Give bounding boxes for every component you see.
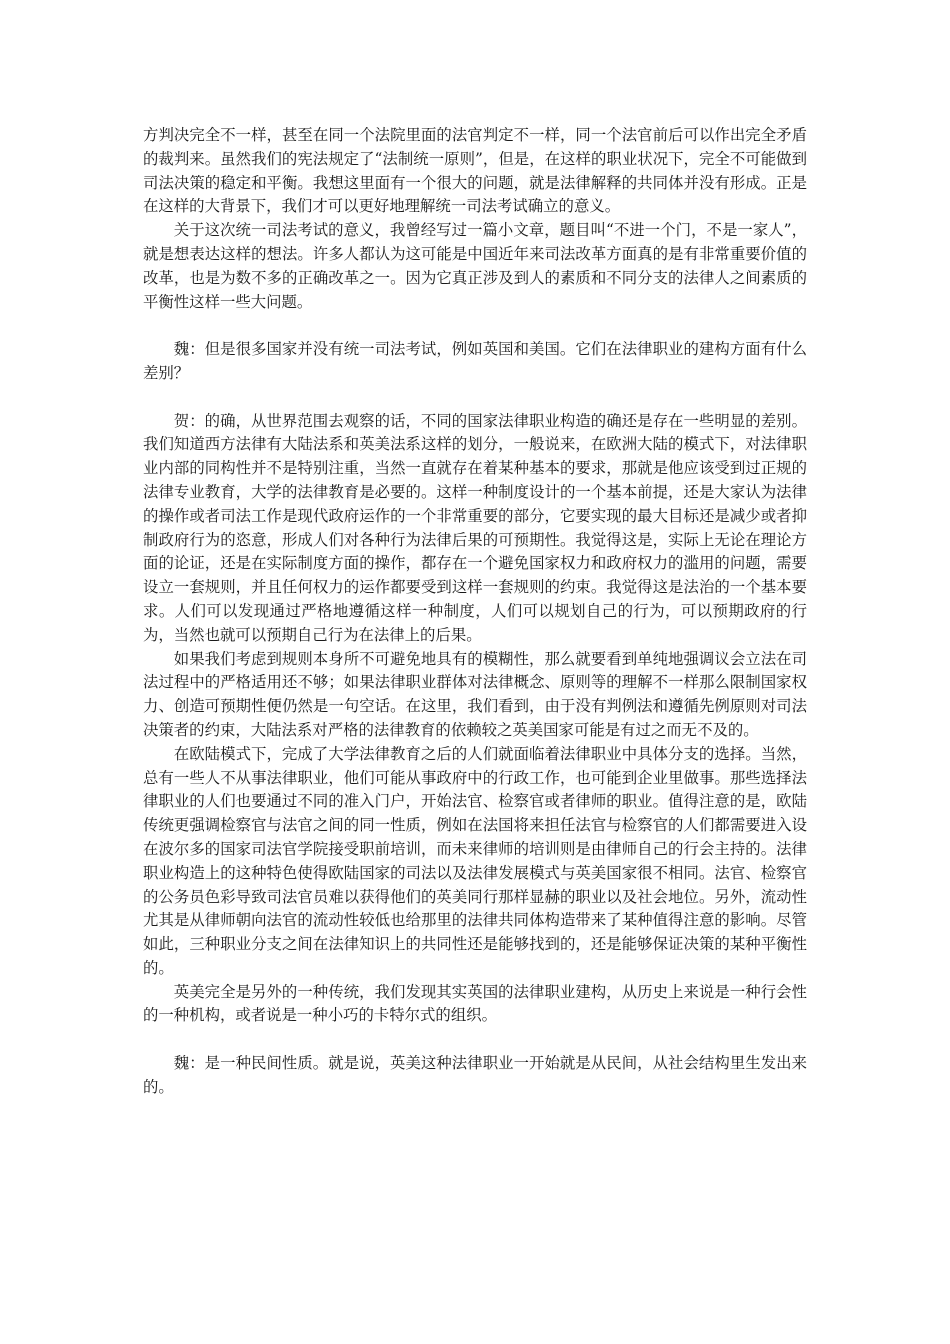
paragraph-spacer <box>143 1028 807 1052</box>
paragraph-continental-model: 在欧陆模式下，完成了大学法律教育之后的人们就面临着法律职业中具体分支的选择。当然，总有一些人不从事法律职业，他们可能从事政府中的行政工作，也可能到企业里做事。那些选择法律职业的人们也要通过不同的准入门户，开始法官、检察官或者律师的职业。值得注意的是，欧陆传统更强调检察官与法官之间的同一性质，例如在法国将来担任法官与检察官的人们都需要进入设在波尔多的国家司法官学院接受职前培训，而未来律师的培训则是由律师自己的行会主持的。法律职业构造上的这种特色使得欧陆国家的司法以及法律发展模式与英美国家很不相同。法官、检察官的公务员色彩导致司法官员难以获得他们的英美同行那样显赫的职业以及社会地位。另外，流动性尤其是从律师朝向法官的流动性较低也给那里的法律共同体构造带来了某种值得注意的影响。尽管如此，三种职业分支之间在法律知识上的共同性还是能够找到的，还是能够保证决策的某种平衡性的。 <box>143 744 807 977</box>
question-wei-2: 魏：是一种民间性质。就是说，英美这种法律职业一开始就是从民间，从社会结构里生发出来的。 <box>143 1054 807 1096</box>
paragraph-exam-significance: 关于这次统一司法考试的意义，我曾经写过一篇小文章，题目叫“不进一个门，不是一家人”，就是想表达这样的想法。许多人都认为这可能是中国近年来司法改革方面真的是有非常重要价值的改革，也是为数不多的正确改革之一。因为它真正涉及到人的素质和不同分支的法律人之间素质的平衡性这样一些大问题。 <box>143 221 807 311</box>
paragraph-spacer <box>143 386 807 410</box>
paragraph-anglo-american: 英美完全是另外的一种传统，我们发现其实英国的法律职业建构，从历史上来说是一种行会性的一种机构，或者说是一种小巧的卡特尔式的组织。 <box>143 982 807 1025</box>
document-body <box>143 124 807 1100</box>
paragraph-continued: 方判决完全不一样，甚至在同一个法院里面的法官判定不一样，同一个法官前后可以作出完全矛盾的裁判来。虽然我们的宪法规定了“法制统一原则”，但是，在这样的职业状况下，完全不可能做到司法决策的稳定和平衡。我想这里面有一个很大的问题，就是法律解释的共同体并没有形成。正是在这样的大背景下，我们才可以更好地理解统一司法考试确立的意义。 <box>143 126 807 216</box>
paragraph-rule-ambiguity: 如果我们考虑到规则本身所不可避免地具有的模糊性，那么就要看到单纯地强调议会立法在司法过程中的严格适用还不够；如果法律职业群体对法律概念、原则等的理解不一样那么限制国家权力、创造可预期性便仍然是一句空话。在这里，我们看到，由于没有判例法和遵循先例原则对司法决策者的约束，大陆法系对严格的法律教育的依赖较之英美国家可能是有过之而无不及的。 <box>143 649 807 739</box>
answer-he-1: 贺：的确，从世界范围去观察的话，不同的国家法律职业构造的确还是存在一些明显的差别。我们知道西方法律有大陆法系和英美法系这样的划分，一般说来，在欧洲大陆的模式下，对法律职业内部的同构性并不是特别注重，当然一直就存在着某种基本的要求，那就是他应该受到过正规的法律专业教育，大学的法律教育是必要的。这样一种制度设计的一个基本前提，还是大家认为法律的操作或者司法工作是现代政府运作的一个非常重要的部分，它要实现的最大目标还是减少或者抑制政府行为的恣意，形成人们对各种行为法律后果的可预期性。我觉得这是，实际上无论在理论方面的论证，还是在实际制度方面的操作，都存在一个避免国家权力和政府权力的滥用的问题，需要设立一套规则，并且任何权力的运作都要受到这样一套规则的约束。我觉得这是法治的一个基本要求。人们可以发现通过严格地遵循这样一种制度，人们可以规划自己的行为，可以预期政府的行为，当然也就可以预期自己行为在法律上的后果。 <box>143 411 807 644</box>
paragraph-spacer <box>143 314 807 338</box>
question-wei-1: 魏：但是很多国家并没有统一司法考试，例如英国和美国。它们在法律职业的建构方面有什么差别？ <box>143 340 807 382</box>
